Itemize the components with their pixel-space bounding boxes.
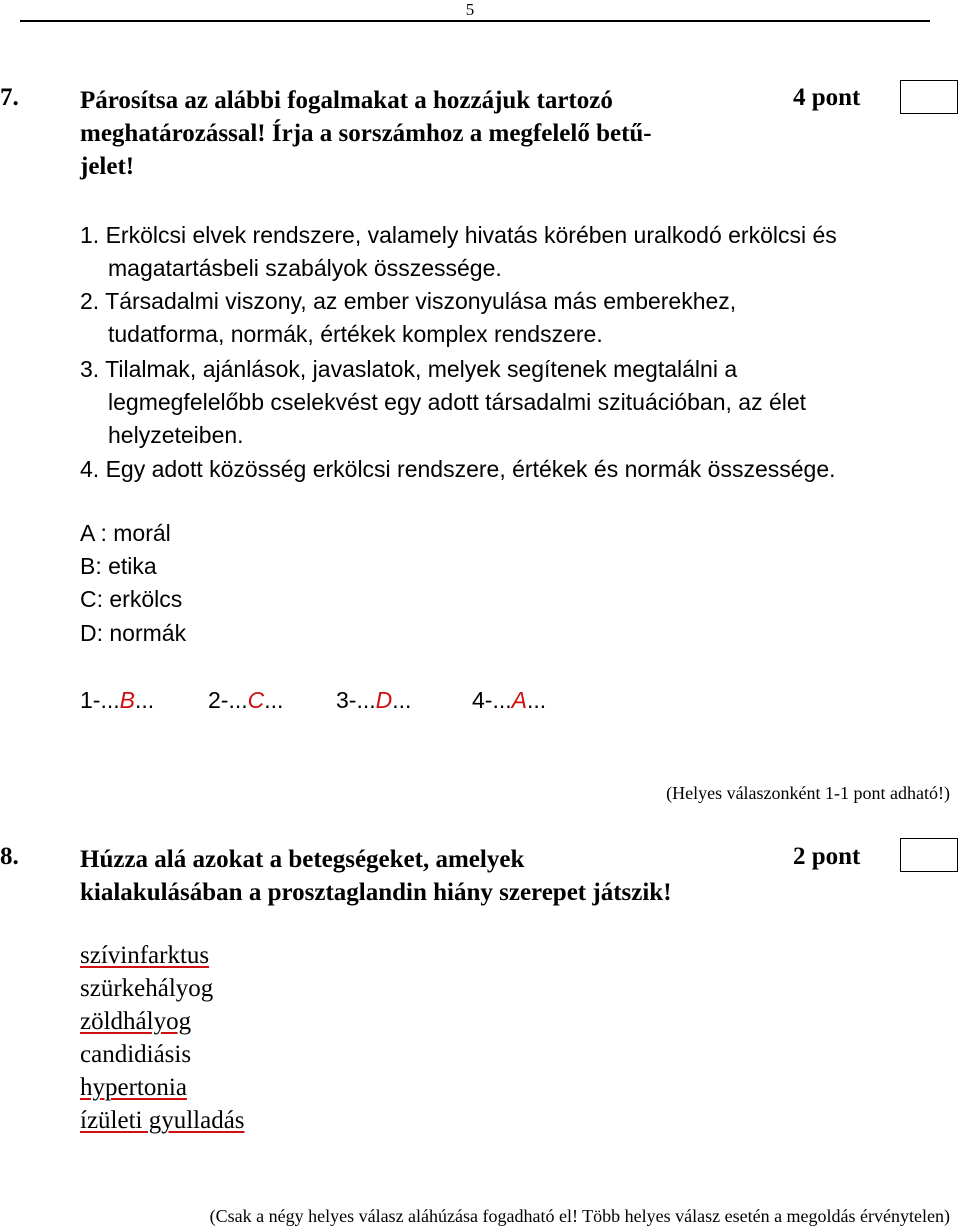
q8-item-szurkehalyog: szürkehályog bbox=[80, 975, 214, 1002]
q7-answer-2 bbox=[208, 683, 283, 717]
q8-number: 8. bbox=[0, 843, 19, 870]
header-rule bbox=[20, 20, 930, 22]
q8-item-izuleti-gyulladas: ízületi gyulladás bbox=[80, 1107, 245, 1134]
q7-answer-4-suffix: ... bbox=[526, 687, 547, 713]
q7-answer-2-letter: C bbox=[247, 687, 265, 713]
q7-option-d: D: normák bbox=[80, 620, 187, 646]
q7-option-a: A : morál bbox=[80, 520, 171, 546]
q7-title-line-1: Párosítsa az alábbi fogalmakat a hozzájuk tartozó bbox=[80, 87, 613, 114]
q8-points: 2 pont bbox=[793, 843, 861, 870]
q7-definition-4: 4. Egy adott közösség erkölcsi rendszere, értékek és normák összessége. bbox=[80, 456, 836, 482]
q8-item-szivinfarktus: szívinfarktus bbox=[80, 942, 210, 969]
q7-answer-2-suffix: ... bbox=[264, 687, 284, 713]
q7-answer-3-prefix: 3-... bbox=[336, 687, 376, 713]
q7-score-box[interactable] bbox=[900, 80, 958, 114]
q7-points: 4 pont bbox=[793, 84, 861, 111]
q7-answer-3-letter: D bbox=[375, 687, 393, 713]
q7-answer-1-prefix: 1-... bbox=[80, 687, 120, 713]
q7-answer-3 bbox=[336, 683, 411, 717]
q7-definition-2a: 2. Társadalmi viszony, az ember viszonyulása más emberekhez, bbox=[80, 288, 737, 314]
q7-definition-1b: magatartásbeli szabályok összessége. bbox=[108, 255, 502, 281]
q7-definition-2b: tudatforma, normák, értékek komplex rendszere. bbox=[108, 321, 603, 347]
q7-scoring-note: (Helyes válaszonként 1-1 pont adható!) bbox=[666, 783, 950, 803]
q8-scoring-note: (Csak a négy helyes válasz aláhúzása fogadható el! Több helyes válasz esetén a megoldás érvénytelen) bbox=[209, 1206, 950, 1226]
q8-item-zoldhalyog: zöldhályog bbox=[80, 1008, 192, 1035]
q7-option-c: C: erkölcs bbox=[80, 586, 183, 612]
q8-item-hypertonia: hypertonia bbox=[80, 1074, 187, 1101]
q8-score-box[interactable] bbox=[900, 838, 958, 872]
q7-answer-3-suffix: ... bbox=[392, 687, 412, 713]
q7-answer-2-prefix: 2-... bbox=[208, 687, 248, 713]
q7-option-b: B: etika bbox=[80, 553, 157, 579]
q8-title-line-2: kialakulásában a prosztaglandin hiány szerepet játszik! bbox=[80, 879, 672, 906]
q7-definition-1a: 1. Erkölcsi elvek rendszere, valamely hivatás körében uralkodó erkölcsi és bbox=[80, 222, 837, 248]
q7-answer-1-suffix: ... bbox=[134, 687, 155, 713]
q7-answer-4-prefix: 4-... bbox=[472, 687, 512, 713]
q7-definition-3a: 3. Tilalmak, ajánlások, javaslatok, melyek segítenek megtalálni a bbox=[80, 356, 738, 382]
q7-title-line-2: meghatározással! Írja a sorszámhoz a megfelelő betű- bbox=[80, 120, 652, 147]
q8-title-line-1: Húzza alá azokat a betegségeket, amelyek bbox=[80, 846, 525, 873]
q7-answer-4-letter: A bbox=[511, 687, 527, 713]
q7-definition-3c: helyzeteiben. bbox=[108, 422, 244, 448]
q8-item-candidiasis: candidiásis bbox=[80, 1041, 192, 1068]
q7-title-line-3: jelet! bbox=[80, 153, 135, 180]
q7-definition-3b: legmegfelelőbb cselekvést egy adott társadalmi szituációban, az élet bbox=[108, 389, 807, 415]
page-number: 5 bbox=[465, 0, 475, 19]
q7-answer-1 bbox=[80, 683, 154, 717]
q7-number: 7. bbox=[0, 84, 19, 111]
q7-answer-4 bbox=[472, 683, 546, 717]
q7-answer-1-letter: B bbox=[119, 687, 135, 713]
